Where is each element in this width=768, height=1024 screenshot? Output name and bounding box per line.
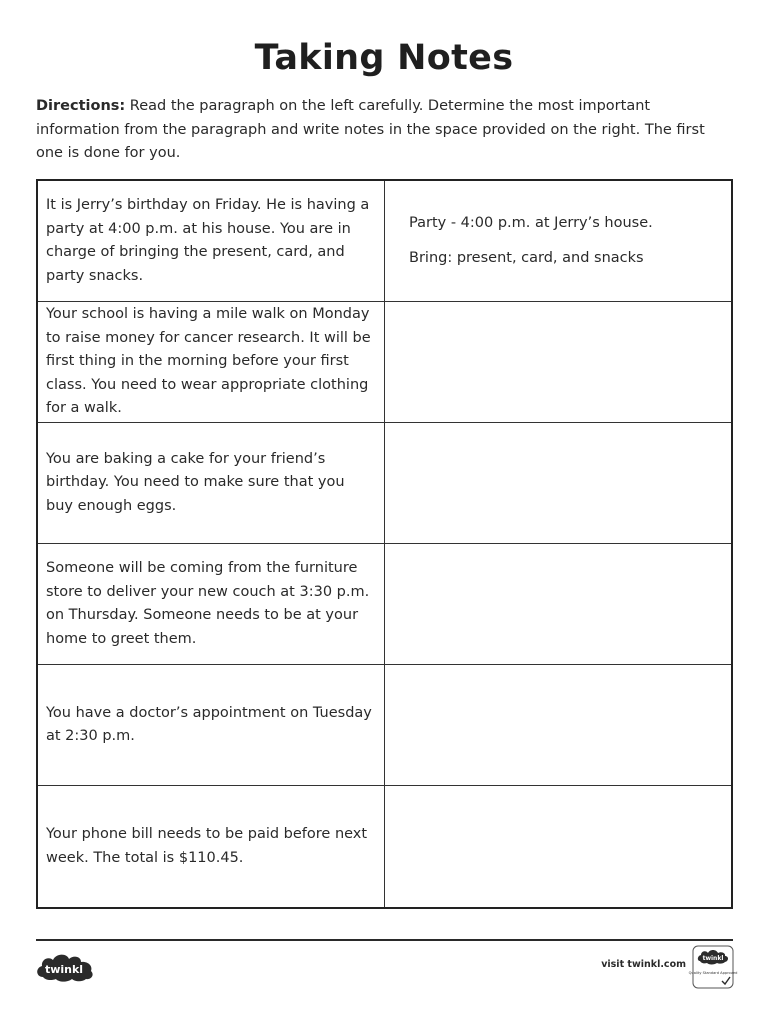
paragraph-cell-5: You have a doctor’s appointment on Tuesday at 2:30 p.m. bbox=[38, 665, 385, 786]
paragraph-cell-3: You are baking a cake for your friend’s birthday. You need to make sure that you buy enough eggs. bbox=[38, 423, 385, 544]
directions bbox=[36, 95, 736, 166]
footer-divider bbox=[36, 939, 733, 941]
twinkl-logo[interactable] bbox=[34, 950, 96, 984]
paragraph-cell-6: Your phone bill needs to be paid before next week. The total is $110.45. bbox=[38, 786, 385, 907]
notes-line-2: Bring: present, card, and snacks bbox=[409, 249, 644, 266]
paragraph-cell-1: It is Jerry’s birthday on Friday. He is having a party at 4:00 p.m. at his house. You are in charge of bringing the present, card, and party snacks. bbox=[38, 181, 385, 302]
notes-cell-3[interactable] bbox=[385, 423, 731, 544]
visit-website-link[interactable]: visit twinkl.com bbox=[601, 959, 686, 970]
directions-label: Directions: bbox=[36, 98, 126, 114]
notes-cell-5[interactable] bbox=[385, 665, 731, 786]
notes-table bbox=[36, 179, 733, 909]
notes-cell-1[interactable] bbox=[385, 181, 731, 302]
logo-wordmark: twinkl bbox=[44, 963, 84, 976]
page-title: Taking Notes bbox=[254, 38, 514, 78]
notes-line-1: Party - 4:00 p.m. at Jerry’s house. bbox=[409, 215, 653, 231]
notes-cell-6[interactable] bbox=[385, 786, 731, 907]
notes-cell-2[interactable] bbox=[385, 302, 731, 423]
notes-cell-4[interactable] bbox=[385, 544, 731, 665]
quality-badge bbox=[688, 945, 738, 989]
paragraph-cell-4: Someone will be coming from the furniture store to deliver your new couch at 3:30 p.m. on Thursday. Someone needs to be at your home to greet them. bbox=[38, 544, 385, 665]
badge-brand: twinkl bbox=[702, 955, 724, 962]
directions-text: Read the paragraph on the left carefully. Determine the most important information from the paragraph and write notes in the space provided on the right. The first one is done for you. bbox=[36, 98, 705, 161]
badge-text: Quality Standard Approved bbox=[688, 971, 738, 975]
svg-text:Quality Standard Approved bbox=[689, 971, 738, 975]
paragraph-cell-2: Your school is having a mile walk on Monday to raise money for cancer research. It will be first thing in the morning before your first class. You need to wear appropriate clothing for a walk. bbox=[38, 302, 385, 423]
